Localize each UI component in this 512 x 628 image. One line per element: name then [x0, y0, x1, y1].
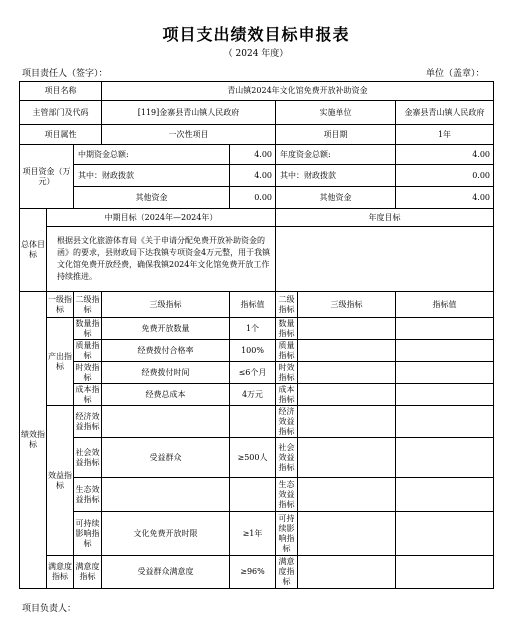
mid-total-value: 4.00	[230, 145, 276, 165]
quantity-indicator: 数量指标	[75, 318, 100, 338]
sustain-indicator: 可持续影响指标	[74, 512, 102, 556]
sustain-item: 文化免费开放时限	[102, 512, 230, 556]
time-indicator: 时效指标	[75, 362, 100, 382]
economic-indicator-year: 经济效益指标	[276, 406, 298, 438]
mid-goal-header: 中期目标（2024年—2024年）	[47, 209, 276, 227]
satisfaction-item: 受益群众满意度	[102, 556, 230, 589]
h-level3-year: 三级指标	[298, 292, 396, 318]
social-value: ≥500人	[230, 438, 276, 478]
year-goal-text	[276, 227, 494, 292]
quantity-item: 免费开放数量	[102, 318, 230, 340]
page-title: 项目支出绩效目标申报表	[162, 25, 350, 44]
sustain-value: ≥1年	[230, 512, 276, 556]
quality-indicator: 质量指标	[75, 340, 100, 360]
cost-value: 4万元	[230, 384, 276, 406]
year-line: （ 2024 年度）	[223, 49, 289, 59]
h-level1: 一级指标	[47, 292, 74, 318]
quantity-indicator-year: 数量指标	[276, 318, 298, 340]
mid-fin-label: 其中：财政拨款	[74, 165, 230, 187]
social-item: 受益群众	[102, 438, 230, 478]
cost-item: 经费总成本	[102, 384, 230, 406]
responsible-label: 项目责任人（签字）：	[22, 69, 108, 79]
sustain-indicator-year: 可持续影响指标	[276, 512, 298, 556]
h-level3: 三级指标	[102, 292, 230, 318]
quality-value: 100%	[230, 340, 276, 362]
attr-value: 一次性项目	[102, 125, 276, 145]
impl-unit-value: 金寨县青山镇人民政府	[396, 101, 494, 125]
perf-indicator-label: 绩效指标	[20, 292, 47, 589]
social-indicator-year: 社会效益指标	[276, 438, 298, 478]
quality-item: 经费拨付合格率	[102, 340, 230, 362]
year-other-label: 其他资金	[276, 187, 396, 209]
year-goal-header: 年度目标	[276, 209, 494, 227]
h-level2-year: 二级指标	[276, 292, 298, 318]
social-indicator: 社会效益指标	[74, 438, 102, 478]
quality-indicator-year: 质量指标	[276, 340, 298, 362]
mid-goal-text: 根据县文化旅游体育局《关于申请分配免费开放补助资金的函》的要求，县财政局下达我镇专项资金4万元整，用于我镇文化馆免费开放经费，确保我镇2024年文化馆免费开放工作持续推进。	[47, 227, 276, 292]
mid-other-label: 其他资金	[74, 187, 230, 209]
time-value: ≤6个月	[230, 362, 276, 384]
project-name-value: 青山镇2024年文化馆免费开放补助资金	[102, 82, 494, 101]
overall-goal-label: 总体目标	[20, 209, 47, 292]
period-value: 1年	[396, 125, 494, 145]
dept-value: [119]金寨县青山镇人民政府	[102, 101, 276, 125]
h-value-year: 指标值	[396, 292, 494, 318]
satisfaction-l2: 满意度指标	[74, 556, 102, 589]
ecology-indicator-year: 生态效益指标	[276, 478, 298, 512]
satisfaction-l2-year: 满意度指标	[276, 556, 298, 589]
mid-other-value: 0.00	[230, 187, 276, 209]
year-other-value: 4.00	[396, 187, 494, 209]
mid-fin-value: 4.00	[230, 165, 276, 187]
ecology-indicator: 生态效益指标	[74, 478, 102, 512]
h-value: 指标值	[230, 292, 276, 318]
satisfaction-value: ≥96%	[230, 556, 276, 589]
impl-unit-label: 实施单位	[276, 101, 396, 125]
project-name-label: 项目名称	[20, 82, 102, 101]
economic-indicator: 经济效益指标	[74, 406, 102, 438]
year-total-value: 4.00	[396, 145, 494, 165]
funds-label: 项目资金（万元）	[20, 145, 74, 209]
period-label: 项目期	[276, 125, 396, 145]
footer-responsible: 项目负责人：	[22, 604, 77, 614]
mid-total-label: 中期资金总额:	[74, 145, 230, 165]
performance-target-table	[19, 81, 494, 589]
cost-indicator: 成本指标	[75, 384, 100, 404]
effect-indicator: 效益指标	[47, 406, 74, 556]
year-total-label: 年度资金总额:	[276, 145, 396, 165]
attr-label: 项目属性	[20, 125, 102, 145]
output-indicator: 产出指标	[47, 318, 74, 406]
satisfaction-indicator: 满意度指标	[47, 556, 74, 589]
unit-seal-label: 单位（盖章）：	[426, 69, 485, 79]
time-indicator-year: 时效指标	[276, 362, 298, 384]
time-item: 经费拨付时间	[102, 362, 230, 384]
year-fin-label: 其中：财政拨款	[276, 165, 396, 187]
year-fin-value: 0.00	[396, 165, 494, 187]
quantity-value: 1个	[230, 318, 276, 340]
dept-label: 主管部门及代码	[20, 101, 102, 125]
cost-indicator-year: 成本指标	[276, 384, 298, 406]
h-level2: 二级指标	[74, 292, 102, 318]
